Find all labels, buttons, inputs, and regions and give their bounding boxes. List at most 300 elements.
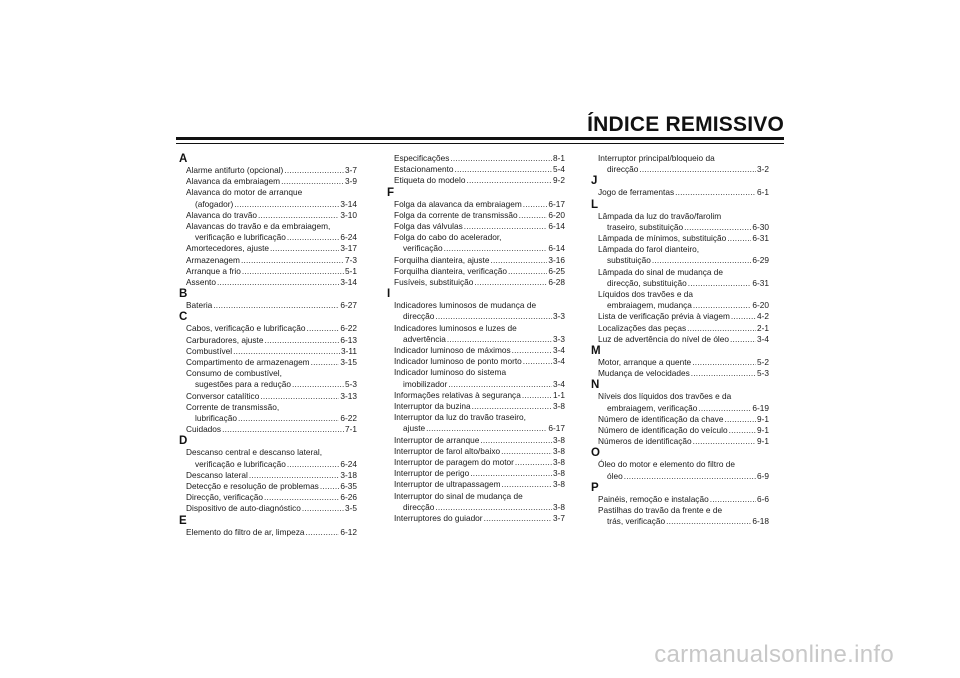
dot-leader [287,232,340,243]
index-page-number: 3-4 [553,356,565,367]
index-entry-continuation: embraiagem, mudança [607,300,692,311]
index-entry [179,492,357,503]
index-entry [387,367,565,389]
dot-leader [484,513,552,524]
index-page-number: 3-2 [757,164,769,175]
index-page-number: 6-20 [548,209,565,220]
index-page-number: 3-11 [341,345,357,356]
index-entry-continuation: sugestões para a redução [195,379,291,390]
index-entry-text: Compartimento de armazenagem [186,357,310,368]
index-entry [179,391,357,402]
dot-leader [688,278,752,289]
index-entry-continuation: trás, verificação [607,516,666,527]
index-entry [387,435,565,446]
index-entry-text: Dispositivo de auto-diagnóstico [186,503,301,514]
dot-leader [258,210,339,221]
index-entry [179,335,357,346]
index-entry [591,244,769,266]
index-entry-text: Forquilha dianteira, verificação [394,265,507,276]
index-page-number: 3-13 [340,390,357,401]
dot-leader [512,345,552,356]
index-page-number: 1-1 [553,389,565,400]
index-page-number: 6-1 [757,187,769,198]
index-letter-heading: D [179,435,188,448]
index-entry [591,153,769,175]
index-entry [387,412,565,434]
index-entry-text: Forquilha dianteira, ajuste [394,254,490,265]
index-entry-text: Folga do cabo do acelerador, [394,232,502,243]
index-entry-text: Óleo do motor e elemento do filtro de [598,459,735,470]
index-entry [179,187,357,209]
index-entry [591,357,769,368]
index-entry-text: Interruptor principal/bloqueio da [598,153,715,163]
dot-leader [731,311,756,322]
index-entry-text: Número de identificação do veículo [598,425,728,436]
index-entry [387,491,565,513]
index-page-number: 8-1 [553,153,565,163]
index-entry [179,323,357,334]
index-entry [179,176,357,187]
dot-leader [217,277,339,288]
index-entry-text: Carburadores, ajuste [186,334,264,345]
index-page-number: 6-20 [752,300,769,311]
index-entry [387,221,565,232]
index-entry-text: Pastilhas do travão da frente e de [598,505,723,516]
dot-leader [242,266,344,277]
index-entry-text: Conversor catalítico [186,390,260,401]
index-entry-continuation: óleo [607,470,623,481]
index-page-number: 6-9 [757,470,769,481]
dot-leader [624,471,756,482]
index-page-number: 3-3 [553,311,565,322]
dot-leader [501,446,552,457]
index-entry [387,232,565,254]
index-page-number: 3-8 [553,434,565,445]
index-entry-text: Indicador luminoso de máximos [394,345,511,356]
dot-leader [693,436,756,447]
index-page-number: 6-6 [757,493,769,504]
index-page-number: 3-8 [553,445,565,456]
index-entry-text: Assento [186,277,216,288]
index-letter-heading: P [591,481,599,494]
dot-leader [450,153,552,164]
dot-leader [698,403,751,414]
index-page-number: 6-13 [340,334,357,345]
index-entry [179,255,357,266]
index-entry-continuation: traseiro, substituição [607,221,684,232]
index-entry-continuation: verificação e lubrificação [195,232,286,243]
index-page-number: 3-4 [553,345,565,356]
title-rule-thin [176,143,784,144]
index-entry [591,233,769,244]
index-letter-heading: N [591,379,600,392]
index-entry-text: Fusíveis, substituição [394,277,474,288]
index-entry-continuation: imobilizador [403,378,448,389]
index-entry-text: Direcção, verificação [186,492,264,503]
index-letter-heading: L [591,198,599,211]
dot-leader [464,221,548,232]
index-entry-text: Consumo de combustível, [186,368,282,379]
index-entry [591,311,769,322]
index-entry [591,494,769,505]
index-page-number: 5-3 [345,379,357,390]
index-entry [179,300,357,311]
index-entry-continuation: advertência [403,333,446,344]
index-page-number: 3-9 [345,176,357,187]
index-entry-continuation: direcção [403,311,435,322]
index-entry-continuation: substituição [607,255,651,266]
dot-leader [729,425,756,436]
index-entry [591,323,769,334]
index-entry-text: Localizações das peças [598,322,687,333]
index-page-number: 3-3 [553,333,565,344]
index-page-number: 3-7 [553,513,565,524]
index-entry [591,267,769,289]
dot-leader [281,176,344,187]
index-entry [591,211,769,233]
dot-leader [447,334,552,345]
index-letter-heading: C [179,311,188,324]
index-page-number: 3-14 [340,277,357,288]
index-entry-text: Alavancas do travão e da embraiagem, [186,221,331,232]
index-entry [591,425,769,436]
index-entry-continuation: direcção [403,501,435,512]
index-page-number: 6-25 [548,265,565,276]
index-entry-text: Lâmpada do farol dianteiro, [598,244,700,255]
index-entry [387,210,565,221]
index-letter-heading: A [179,153,188,165]
index-page-number: 6-24 [340,232,357,243]
dot-leader [311,357,340,368]
index-page-number: 5-4 [553,164,565,175]
index-entry-text: Indicadores luminosos de mudança de [394,300,537,311]
index-letter-heading: O [591,447,600,460]
index-entry-text: Número de identificação da chave [598,413,724,424]
index-letter-heading: F [387,186,395,199]
index-page-number: 3-8 [553,479,565,490]
watermark-text: carmanualsonline.info [654,641,894,668]
index-entry-text: Informações relativas à segurança [394,389,521,400]
index-page-number: 3-8 [553,457,565,468]
index-entry [179,481,357,492]
index-entry-text: Descanso lateral [186,469,248,480]
index-entry-text: Luz de advertência do nível de óleo [598,333,730,344]
index-entry-text: Níveis dos líquidos dos travões e da [598,391,732,402]
index-entry [179,402,357,424]
index-entry [387,468,565,479]
dot-leader [241,255,344,266]
index-page-number: 3-4 [757,333,769,344]
index-page-number: 3-8 [553,468,565,479]
index-entry [591,391,769,413]
index-page-number: 7-3 [345,254,357,265]
index-page-number: 6-14 [548,221,565,232]
dot-leader [727,233,751,244]
dot-leader [233,346,340,357]
index-entry-text: Interruptor de paragem do motor [394,457,514,468]
index-entry [387,175,565,186]
dot-leader [523,199,548,210]
index-letter-heading: J [591,175,598,188]
dot-leader [639,164,756,175]
index-page-number: 6-30 [752,221,769,232]
dot-leader [467,175,553,186]
index-entry [179,503,357,514]
index-page-number: 9-1 [757,425,769,436]
dot-leader [435,502,552,513]
index-page-number: 9-1 [757,436,769,447]
index-page-number: 9-2 [553,175,565,186]
dot-leader [691,368,756,379]
index-page-number: 6-22 [340,323,357,334]
dot-leader [502,479,552,490]
index-entry [591,368,769,379]
index-entry [387,390,565,401]
index-entry-text: Elemento do filtro de ar, limpeza [186,526,305,537]
dot-leader [444,243,548,254]
dot-leader [234,199,339,210]
index-entry-continuation: ajuste [403,423,426,434]
dot-leader [515,457,552,468]
dot-leader [522,390,552,401]
index-column-3 [591,153,769,527]
index-page-number: 6-14 [548,243,565,254]
index-page-number: 6-17 [548,423,565,434]
index-entry-text: Lâmpada do sinal de mudança de [598,266,724,277]
index-page-number: 6-27 [340,300,357,311]
dot-leader [426,423,547,434]
index-entry-text: Interruptor da luz do travão traseiro, [394,412,526,423]
index-entry [387,345,565,356]
index-entry [179,221,357,243]
index-page-number: 3-17 [340,243,357,254]
index-entry-continuation: verificação [403,243,443,254]
index-entry [179,165,357,176]
index-entry [387,356,565,367]
index-page-number: 3-16 [548,254,565,265]
dot-leader [306,323,339,334]
dot-leader [222,424,344,435]
index-page-number: 3-18 [340,469,357,480]
index-entry-text: Alarme antifurto (opcional) [186,165,284,175]
dot-leader [260,391,339,402]
dot-leader [693,300,752,311]
index-entry [387,266,565,277]
dot-leader [249,470,340,481]
index-letter-heading: I [387,288,391,301]
dot-leader [730,334,756,345]
index-entry-text: Folga da corrente de transmissão [394,209,518,220]
dot-leader [302,503,344,514]
index-entry-text: Painéis, remoção e instalação [598,493,709,504]
dot-leader [292,379,344,390]
index-entry-text: Motor, arranque a quente [598,357,692,368]
index-entry-continuation: direcção, substituição [607,277,687,288]
index-entry-text: Alavanca do travão [186,209,258,220]
dot-leader [666,516,751,527]
index-page-number: 3-10 [340,209,357,220]
index-page-number: 5-2 [757,357,769,368]
dot-leader [320,481,340,492]
index-entry-text: Lista de verificação prévia à viagem [598,311,730,322]
index-page-number: 6-29 [752,255,769,266]
dot-leader [264,335,339,346]
index-entry-text: Detecção e resolução de problemas [186,481,319,492]
index-entry [591,289,769,311]
index-entry-text: Jogo de ferramentas [598,187,675,198]
dot-leader [470,468,552,479]
index-entry-text: Líquidos dos travões e da [598,289,694,300]
dot-leader [675,187,756,198]
dot-leader [435,311,552,322]
dot-leader [270,243,339,254]
index-entry [387,153,565,164]
index-entry [387,446,565,457]
index-letter-heading: M [591,345,601,358]
index-page-number: 6-12 [340,526,357,537]
index-entry [591,334,769,345]
index-entry-text: Cabos, verificação e lubrificação [186,323,306,334]
index-page-number: 3-8 [553,501,565,512]
dot-leader [724,414,756,425]
dot-leader [472,401,552,412]
index-entry-text: Interruptor de farol alto/baixo [394,445,501,456]
index-entry [179,447,357,469]
dot-leader [264,492,339,503]
index-entry-text: Combustível [186,345,233,356]
index-entry [179,368,357,390]
index-entry-text: Corrente de transmissão, [186,401,280,412]
index-entry-text: Indicador luminoso do sistema [394,367,507,378]
index-page-number: 3-4 [553,378,565,389]
index-page-number: 6-28 [548,277,565,288]
index-entry [179,277,357,288]
index-entry-text: Especificações [394,153,450,163]
index-entry-text: Cuidados [186,424,222,435]
index-entry [179,346,357,357]
index-entry [387,401,565,412]
index-page-number: 5-1 [345,265,357,276]
index-letter-heading: B [179,288,188,301]
index-entry-text: Interruptor da buzina [394,401,471,412]
index-page-number: 3-5 [345,503,357,514]
dot-leader [213,300,339,311]
index-page-number: 5-3 [757,368,769,379]
index-entry-text: Interruptor de arranque [394,434,480,445]
dot-leader [306,527,340,538]
dot-leader [523,356,552,367]
index-entry-text: Bateria [186,300,213,311]
index-entry-text: Interruptor de perigo [394,468,470,479]
index-entry-text: Lâmpada da luz do travão/farolim [598,210,722,221]
dot-leader [508,266,547,277]
dot-leader [710,494,756,505]
index-entry-text: Interruptores do guiador [394,513,483,524]
index-entry-text: Interruptor de ultrapassagem [394,479,501,490]
index-page-number: 3-7 [345,165,357,175]
index-entry [591,414,769,425]
index-column-2 [387,153,565,524]
index-page-number: 2-1 [757,322,769,333]
index-entry-text: Lâmpada de mínimos, substituição [598,233,727,244]
index-entry [179,266,357,277]
page-title: ÍNDICE REMISSIVO [587,113,784,136]
index-entry-text: Descanso central e descanso lateral, [186,447,323,458]
index-entry [179,424,357,435]
index-entry-text: Indicadores luminosos e luzes de [394,322,517,333]
title-rule-thick [176,137,784,140]
index-entry [179,470,357,481]
index-page-number: 6-22 [340,413,357,424]
index-entry-text: Interruptor do sinal de mudança de [394,490,523,501]
index-entry [179,210,357,221]
index-entry-text: Armazenagem [186,254,240,265]
index-entry-text: Arranque a frio [186,265,241,276]
dot-leader [474,277,547,288]
index-entry-text: Estacionamento [394,164,454,175]
index-entry [591,187,769,198]
index-entry-text: Indicador luminoso de ponto morto [394,356,522,367]
index-entry [387,199,565,210]
index-page-number: 6-31 [752,277,769,288]
index-entry-text: Amortecedores, ajuste [186,243,270,254]
index-page-number: 3-15 [340,357,357,368]
dot-leader [687,323,756,334]
dot-leader [238,413,339,424]
dot-leader [287,459,340,470]
index-page-number: 6-19 [752,402,769,413]
index-entry [387,255,565,266]
index-entry-text: Etiqueta do modelo [394,175,466,186]
dot-leader [519,210,548,221]
index-entry [387,300,565,322]
index-entry [591,505,769,527]
index-page-number: 6-31 [752,233,769,244]
index-entry [387,277,565,288]
index-entry [179,357,357,368]
index-entry [387,513,565,524]
index-entry [179,243,357,254]
dot-leader [490,255,547,266]
index-page-number: 6-35 [340,481,357,492]
index-entry-continuation: direcção [607,164,639,175]
dot-leader [448,379,552,390]
index-entry-continuation: embraiagem, verificação [607,402,698,413]
index-entry [591,459,769,481]
index-letter-heading: E [179,514,187,527]
dot-leader [692,357,756,368]
index-entry [387,457,565,468]
index-page-number: 3-8 [553,401,565,412]
index-page-number: 6-17 [548,198,565,209]
dot-leader [455,164,553,175]
index-entry-continuation: verificação e lubrificação [195,458,286,469]
index-page-number: 4-2 [757,311,769,322]
index-page-number: 7-1 [345,424,357,435]
index-entry [179,527,357,538]
index-entry [591,436,769,447]
index-column-1 [179,153,357,538]
index-page-number: 6-24 [340,458,357,469]
index-entry-continuation: lubrificação [195,413,237,424]
index-entry-text: Números de identificação [598,436,692,447]
index-entry-text: Mudança de velocidades [598,368,690,379]
index-entry-continuation: (afogador) [195,198,234,209]
index-entry-text: Alavanca do motor de arranque [186,187,303,198]
dot-leader [284,165,344,176]
index-page-number: 6-18 [752,516,769,527]
dot-leader [480,435,552,446]
